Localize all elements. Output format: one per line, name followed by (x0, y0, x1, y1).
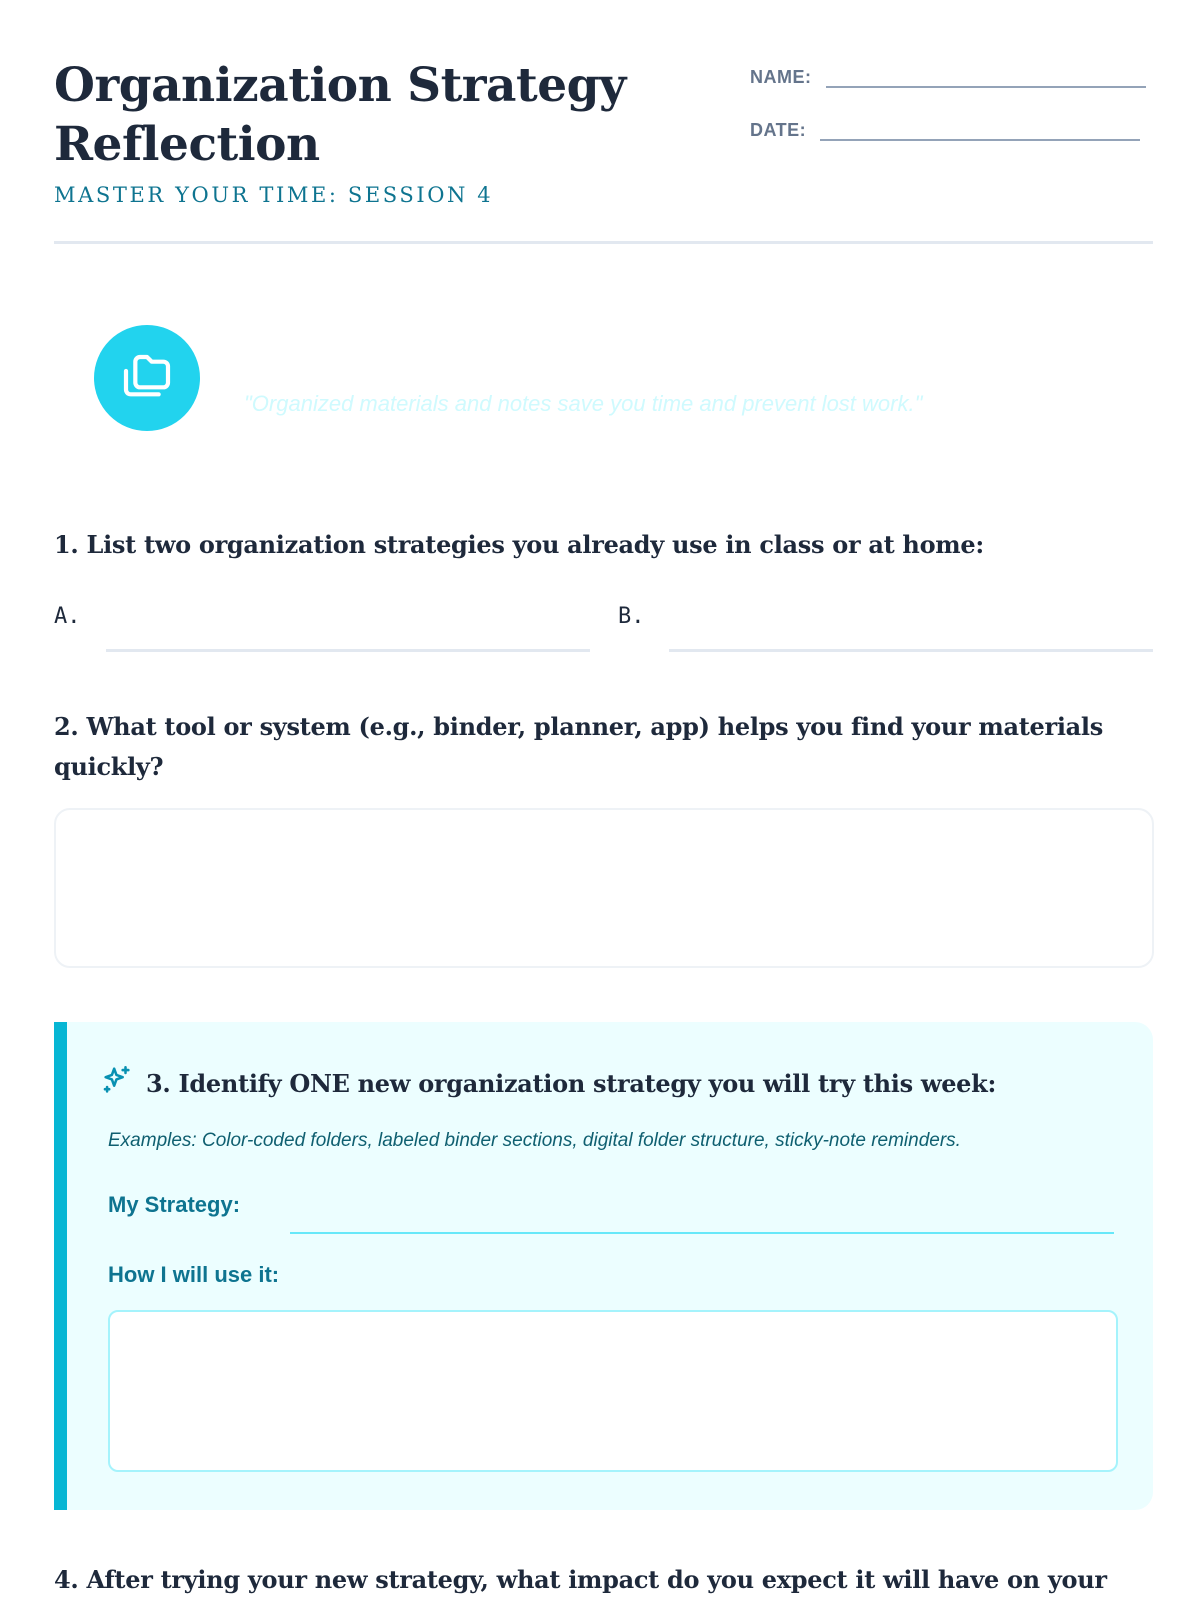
question-2-answer-box[interactable] (54, 808, 1154, 968)
my-strategy-label: My Strategy: (108, 1192, 241, 1217)
my-strategy-input-line[interactable] (290, 1232, 1114, 1234)
page-subtitle: MASTER YOUR TIME: SESSION 4 (54, 183, 494, 207)
date-input-line[interactable] (820, 115, 1140, 141)
name-input-line[interactable] (826, 62, 1146, 88)
folders-icon (94, 325, 200, 431)
page-title: Organization Strategy Reflection (54, 58, 626, 172)
name-field (750, 62, 1146, 88)
examples-text: Examples: Color-coded folders, labeled binder sections, digital folder structure, sticky-note reminders. (108, 1130, 961, 1151)
question-4-prompt: 4. After trying your new strategy, what impact do you expect it will have on your (54, 1565, 1107, 1594)
question-3-heading (100, 1063, 996, 1103)
question-3-prompt: 3. Identify ONE new organization strategy you will try this week: (146, 1068, 997, 1098)
usage-answer-box[interactable] (108, 1310, 1118, 1472)
quote-text: "Organized materials and notes save you time and prevent lost work." (244, 391, 923, 416)
usage-label: How I will use it: (108, 1262, 280, 1287)
panel-accent-bar (54, 1022, 67, 1510)
date-field (750, 115, 1140, 141)
question-2-prompt: 2. What tool or system (e.g., binder, planner, app) helps you find your materials quickly? (54, 712, 1103, 781)
name-label: NAME: (750, 67, 812, 87)
answer-a-label: A. (54, 604, 81, 629)
question-1-prompt: 1. List two organization strategies you already use in class or at home: (54, 530, 984, 559)
date-label: DATE: (750, 120, 807, 140)
answer-b-line[interactable] (669, 649, 1153, 652)
sparkles-icon (100, 1063, 134, 1103)
answer-b-label: B. (618, 604, 645, 629)
answer-a-line[interactable] (106, 649, 590, 652)
header-divider (54, 241, 1153, 244)
